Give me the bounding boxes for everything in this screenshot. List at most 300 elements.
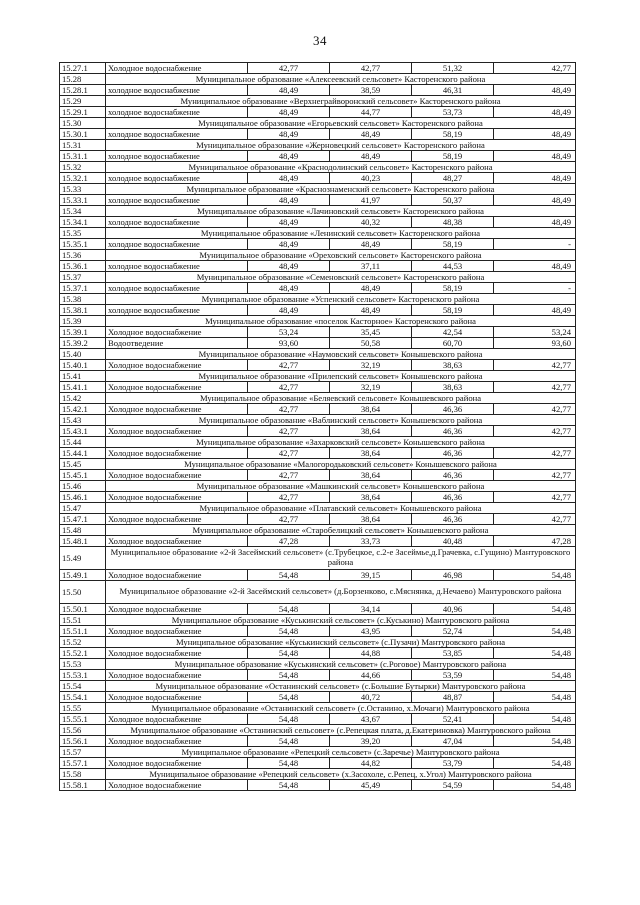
row-number: 15.52.1 <box>60 648 106 659</box>
tariff-value-1: 54,48 <box>248 758 330 769</box>
tariff-value-4: 42,77 <box>494 382 576 393</box>
tariff-row <box>60 283 576 294</box>
tariff-value-4: 54,48 <box>494 648 576 659</box>
tariff-value-1: 48,49 <box>248 173 330 184</box>
tariff-value-4: 48,49 <box>494 217 576 228</box>
tariff-value-3: 40,48 <box>412 536 494 547</box>
service-name: Холодное водоснабжение <box>106 570 248 581</box>
tariff-value-3: 46,98 <box>412 570 494 581</box>
tariff-value-3: 51,32 <box>412 63 494 74</box>
tariff-value-2: 38,64 <box>330 404 412 415</box>
tariff-value-3: 46,36 <box>412 448 494 459</box>
service-name: Холодное водоснабжение <box>106 536 248 547</box>
tariff-value-1: 48,49 <box>248 305 330 316</box>
municipality-header-row <box>60 681 576 692</box>
municipality-title: Муниципальное образование «Наумовский сельсовет» Конышевского района <box>106 349 576 360</box>
row-number: 15.39.2 <box>60 338 106 349</box>
service-name: Холодное водоснабжение <box>106 492 248 503</box>
municipality-title: Муниципальное образование «Останинский сельсовет» (с.Репецкая плата, д.Екатериновка) Мантуровского района <box>106 725 576 736</box>
municipality-title: Муниципальное образование «Краснознаменский сельсовет» Касторенского района <box>106 184 576 195</box>
tariff-value-4: 48,49 <box>494 151 576 162</box>
municipality-title: Муниципальное образование «Останинский сельсовет» (с.Останино, х.Мочаги) Мантуровского района <box>106 703 576 714</box>
municipality-header-row <box>60 659 576 670</box>
municipality-header-row <box>60 272 576 283</box>
tariff-value-3: 46,31 <box>412 85 494 96</box>
municipality-title: Муниципальное образование «Лачиновский сельсовет» Касторенского района <box>106 206 576 217</box>
row-number: 15.28 <box>60 74 106 85</box>
tariff-value-2: 40,32 <box>330 217 412 228</box>
row-number: 15.29.1 <box>60 107 106 118</box>
tariff-value-2: 38,64 <box>330 448 412 459</box>
municipality-title: Муниципальное образование «Семеновский сельсовет» Касторенского района <box>106 272 576 283</box>
row-number: 15.37.1 <box>60 283 106 294</box>
tariff-table <box>59 62 576 791</box>
tariff-value-4: 42,77 <box>494 514 576 525</box>
tariff-value-1: 54,48 <box>248 714 330 725</box>
service-name: Водоотведение <box>106 338 248 349</box>
service-name: Холодное водоснабжение <box>106 714 248 725</box>
tariff-value-1: 54,48 <box>248 736 330 747</box>
tariff-value-2: 38,64 <box>330 426 412 437</box>
row-number: 15.39.1 <box>60 327 106 338</box>
tariff-row <box>60 305 576 316</box>
tariff-value-4: 42,77 <box>494 360 576 371</box>
municipality-title: Муниципальное образование «Алексеевский сельсовет» Касторенского района <box>106 74 576 85</box>
tariff-value-1: 42,77 <box>248 404 330 415</box>
tariff-table-body <box>60 63 576 791</box>
tariff-value-4: 42,77 <box>494 404 576 415</box>
tariff-value-2: 43,67 <box>330 714 412 725</box>
tariff-value-3: 52,74 <box>412 626 494 637</box>
row-number: 15.58.1 <box>60 780 106 791</box>
tariff-value-3: 44,53 <box>412 261 494 272</box>
tariff-value-4: 48,49 <box>494 129 576 140</box>
municipality-title: Муниципальное образование «Куськинский сельсовет» (с.Роговое) Мантуровского района <box>106 659 576 670</box>
row-number: 15.50 <box>60 581 106 604</box>
service-name: Холодное водоснабжение <box>106 626 248 637</box>
row-number: 15.47 <box>60 503 106 514</box>
tariff-row <box>60 107 576 118</box>
row-number: 15.54.1 <box>60 692 106 703</box>
municipality-title: Муниципальное образование «2-й Засеймский сельсовет» (с.Трубецкое, с.2-е Засеймье,д.Грачевка, с.Гущино) Мантуровского района <box>106 547 576 570</box>
tariff-value-1: 54,48 <box>248 648 330 659</box>
tariff-value-3: 58,19 <box>412 151 494 162</box>
service-name: Холодное водоснабжение <box>106 360 248 371</box>
tariff-value-1: 48,49 <box>248 261 330 272</box>
municipality-title: Муниципальное образование «Краснодолинский сельсовет» Касторенского района <box>106 162 576 173</box>
service-name: Холодное водоснабжение <box>106 514 248 525</box>
service-name: Холодное водоснабжение <box>106 758 248 769</box>
tariff-value-3: 53,85 <box>412 648 494 659</box>
municipality-title: Муниципальное образование «Машкинский сельсовет» Конышевского района <box>106 481 576 492</box>
tariff-value-3: 46,36 <box>412 492 494 503</box>
tariff-row <box>60 692 576 703</box>
tariff-value-1: 42,77 <box>248 470 330 481</box>
row-number: 15.57 <box>60 747 106 758</box>
tariff-value-1: 42,77 <box>248 514 330 525</box>
tariff-value-1: 48,49 <box>248 283 330 294</box>
tariff-value-2: 39,15 <box>330 570 412 581</box>
municipality-header-row <box>60 294 576 305</box>
tariff-value-1: 42,77 <box>248 448 330 459</box>
row-number: 15.52 <box>60 637 106 648</box>
tariff-value-2: 32,19 <box>330 382 412 393</box>
tariff-value-3: 47,04 <box>412 736 494 747</box>
row-number: 15.48.1 <box>60 536 106 547</box>
row-number: 15.36 <box>60 250 106 261</box>
row-number: 15.56.1 <box>60 736 106 747</box>
tariff-value-3: 46,36 <box>412 426 494 437</box>
municipality-header-row <box>60 581 576 604</box>
municipality-header-row <box>60 96 576 107</box>
tariff-value-3: 60,70 <box>412 338 494 349</box>
row-number: 15.42.1 <box>60 404 106 415</box>
tariff-value-1: 53,24 <box>248 327 330 338</box>
row-number: 15.38 <box>60 294 106 305</box>
municipality-title: Муниципальное образование «Захарковский сельсовет» Конышевского района <box>106 437 576 448</box>
municipality-header-row <box>60 162 576 173</box>
municipality-title: Муниципальное образование «Старобелицкий сельсовет» Конышевского района <box>106 525 576 536</box>
row-number: 15.37 <box>60 272 106 283</box>
municipality-title: Муниципальное образование «Ленинский сельсовет» Касторенского района <box>106 228 576 239</box>
row-number: 15.50.1 <box>60 604 106 615</box>
tariff-value-3: 58,19 <box>412 305 494 316</box>
tariff-value-3: 48,38 <box>412 217 494 228</box>
row-number: 15.32 <box>60 162 106 173</box>
tariff-value-1: 48,49 <box>248 195 330 206</box>
tariff-value-4: 48,49 <box>494 85 576 96</box>
municipality-title: Муниципальное образование «поселок Касторное» Касторенского района <box>106 316 576 327</box>
municipality-header-row <box>60 547 576 570</box>
municipality-title: Муниципальное образование «Репецкий сельсовет» (с.Заречье) Мантуровского района <box>106 747 576 758</box>
row-number: 15.35 <box>60 228 106 239</box>
row-number: 15.54 <box>60 681 106 692</box>
service-name: Холодное водоснабжение <box>106 63 248 74</box>
row-number: 15.34 <box>60 206 106 217</box>
tariff-row <box>60 426 576 437</box>
tariff-value-1: 42,77 <box>248 426 330 437</box>
tariff-value-3: 52,41 <box>412 714 494 725</box>
tariff-value-1: 48,49 <box>248 217 330 228</box>
row-number: 15.33.1 <box>60 195 106 206</box>
tariff-value-3: 50,37 <box>412 195 494 206</box>
tariff-value-1: 42,77 <box>248 63 330 74</box>
tariff-value-2: 40,72 <box>330 692 412 703</box>
tariff-value-4: - <box>494 239 576 250</box>
municipality-header-row <box>60 316 576 327</box>
municipality-header-row <box>60 637 576 648</box>
tariff-value-3: 40,96 <box>412 604 494 615</box>
row-number: 15.51.1 <box>60 626 106 637</box>
municipality-header-row <box>60 615 576 626</box>
row-number: 15.49.1 <box>60 570 106 581</box>
tariff-row <box>60 714 576 725</box>
tariff-row <box>60 129 576 140</box>
service-name: Холодное водоснабжение <box>106 604 248 615</box>
tariff-row <box>60 570 576 581</box>
tariff-value-3: 54,59 <box>412 780 494 791</box>
tariff-value-1: 42,77 <box>248 382 330 393</box>
municipality-header-row <box>60 459 576 470</box>
row-number: 15.43.1 <box>60 426 106 437</box>
service-name: холодное водоснабжение <box>106 85 248 96</box>
tariff-value-2: 38,64 <box>330 470 412 481</box>
service-name: холодное водоснабжение <box>106 129 248 140</box>
tariff-value-2: 39,20 <box>330 736 412 747</box>
tariff-value-3: 58,19 <box>412 239 494 250</box>
tariff-value-2: 44,82 <box>330 758 412 769</box>
municipality-title: Муниципальное образование «Прилепский сельсовет» Конышевского района <box>106 371 576 382</box>
municipality-title: Муниципальное образование «Егорьевский сельсовет» Касторенского района <box>106 118 576 129</box>
tariff-value-4: 48,49 <box>494 107 576 118</box>
tariff-value-2: 48,49 <box>330 239 412 250</box>
row-number: 15.31 <box>60 140 106 151</box>
row-number: 15.29 <box>60 96 106 107</box>
tariff-row <box>60 239 576 250</box>
tariff-value-2: 38,59 <box>330 85 412 96</box>
row-number: 15.46.1 <box>60 492 106 503</box>
tariff-value-3: 53,59 <box>412 670 494 681</box>
municipality-header-row <box>60 503 576 514</box>
tariff-value-2: 44,77 <box>330 107 412 118</box>
page-number: 34 <box>313 33 327 48</box>
service-name: холодное водоснабжение <box>106 151 248 162</box>
row-number: 15.38.1 <box>60 305 106 316</box>
tariff-value-2: 37,11 <box>330 261 412 272</box>
row-number: 15.30 <box>60 118 106 129</box>
municipality-title: Муниципальное образование «Успенский сельсовет» Касторенского района <box>106 294 576 305</box>
row-number: 15.40.1 <box>60 360 106 371</box>
service-name: холодное водоснабжение <box>106 283 248 294</box>
row-number: 15.47.1 <box>60 514 106 525</box>
tariff-row <box>60 173 576 184</box>
row-number: 15.42 <box>60 393 106 404</box>
tariff-row <box>60 470 576 481</box>
service-name: Холодное водоснабжение <box>106 692 248 703</box>
tariff-row <box>60 626 576 637</box>
service-name: Холодное водоснабжение <box>106 382 248 393</box>
tariff-value-1: 48,49 <box>248 129 330 140</box>
municipality-header-row <box>60 140 576 151</box>
municipality-header-row <box>60 206 576 217</box>
row-number: 15.32.1 <box>60 173 106 184</box>
municipality-title: Муниципальное образование «Ореховский сельсовет» Касторенского района <box>106 250 576 261</box>
tariff-row <box>60 404 576 415</box>
municipality-header-row <box>60 393 576 404</box>
service-name: холодное водоснабжение <box>106 195 248 206</box>
municipality-header-row <box>60 481 576 492</box>
tariff-value-4: 54,48 <box>494 626 576 637</box>
tariff-row <box>60 736 576 747</box>
tariff-value-4: 54,48 <box>494 780 576 791</box>
tariff-value-3: 46,36 <box>412 470 494 481</box>
tariff-value-4: 54,48 <box>494 736 576 747</box>
municipality-header-row <box>60 371 576 382</box>
row-number: 15.44.1 <box>60 448 106 459</box>
tariff-value-1: 42,77 <box>248 492 330 503</box>
tariff-value-4: 47,28 <box>494 536 576 547</box>
tariff-value-1: 54,48 <box>248 692 330 703</box>
tariff-value-2: 44,88 <box>330 648 412 659</box>
tariff-value-3: 48,27 <box>412 173 494 184</box>
tariff-value-4: 93,60 <box>494 338 576 349</box>
service-name: Холодное водоснабжение <box>106 780 248 791</box>
municipality-title: Муниципальное образование «Куськинский сельсовет» (с.Пузачи) Мантуровского района <box>106 637 576 648</box>
row-number: 15.41 <box>60 371 106 382</box>
tariff-value-4: 54,48 <box>494 714 576 725</box>
row-number: 15.49 <box>60 547 106 570</box>
municipality-header-row <box>60 747 576 758</box>
tariff-row <box>60 382 576 393</box>
municipality-header-row <box>60 118 576 129</box>
tariff-value-3: 58,19 <box>412 129 494 140</box>
tariff-row <box>60 195 576 206</box>
tariff-value-2: 38,64 <box>330 514 412 525</box>
row-number: 15.34.1 <box>60 217 106 228</box>
tariff-row <box>60 261 576 272</box>
tariff-value-4: 48,49 <box>494 305 576 316</box>
tariff-row <box>60 536 576 547</box>
service-name: холодное водоснабжение <box>106 107 248 118</box>
tariff-value-2: 32,19 <box>330 360 412 371</box>
municipality-title: Муниципальное образование «Верхнеграйворонский сельсовет» Касторенского района <box>106 96 576 107</box>
row-number: 15.30.1 <box>60 129 106 140</box>
tariff-row <box>60 758 576 769</box>
municipality-header-row <box>60 769 576 780</box>
row-number: 15.43 <box>60 415 106 426</box>
service-name: Холодное водоснабжение <box>106 648 248 659</box>
tariff-row <box>60 338 576 349</box>
municipality-title: Муниципальное образование «Ваблинский сельсовет» Конышевского района <box>106 415 576 426</box>
tariff-value-4: 53,24 <box>494 327 576 338</box>
service-name: холодное водоснабжение <box>106 305 248 316</box>
municipality-title: Муниципальное образование «Куськинский сельсовет» (с.Куськино) Мантуровского района <box>106 615 576 626</box>
tariff-value-2: 35,45 <box>330 327 412 338</box>
tariff-row <box>60 780 576 791</box>
tariff-value-4: 42,77 <box>494 63 576 74</box>
tariff-value-2: 48,49 <box>330 305 412 316</box>
row-number: 15.36.1 <box>60 261 106 272</box>
tariff-row <box>60 63 576 74</box>
tariff-value-2: 38,64 <box>330 492 412 503</box>
tariff-value-3: 48,87 <box>412 692 494 703</box>
tariff-value-4: 42,77 <box>494 470 576 481</box>
service-name: холодное водоснабжение <box>106 217 248 228</box>
tariff-value-1: 54,48 <box>248 626 330 637</box>
tariff-value-1: 48,49 <box>248 85 330 96</box>
tariff-value-4: 48,49 <box>494 173 576 184</box>
municipality-header-row <box>60 725 576 736</box>
row-number: 15.55.1 <box>60 714 106 725</box>
municipality-header-row <box>60 525 576 536</box>
service-name: Холодное водоснабжение <box>106 426 248 437</box>
tariff-value-1: 42,77 <box>248 360 330 371</box>
tariff-value-4: 54,48 <box>494 758 576 769</box>
row-number: 15.41.1 <box>60 382 106 393</box>
tariff-value-1: 93,60 <box>248 338 330 349</box>
row-number: 15.46 <box>60 481 106 492</box>
tariff-value-3: 53,79 <box>412 758 494 769</box>
tariff-value-1: 54,48 <box>248 670 330 681</box>
tariff-value-4: 54,48 <box>494 692 576 703</box>
tariff-value-2: 41,97 <box>330 195 412 206</box>
tariff-value-4: 48,49 <box>494 261 576 272</box>
row-number: 15.31.1 <box>60 151 106 162</box>
municipality-header-row <box>60 703 576 714</box>
row-number: 15.45.1 <box>60 470 106 481</box>
service-name: холодное водоснабжение <box>106 261 248 272</box>
tariff-value-2: 48,49 <box>330 283 412 294</box>
row-number: 15.28.1 <box>60 85 106 96</box>
tariff-value-4: 42,77 <box>494 426 576 437</box>
tariff-value-1: 48,49 <box>248 239 330 250</box>
service-name: Холодное водоснабжение <box>106 670 248 681</box>
tariff-value-3: 53,73 <box>412 107 494 118</box>
tariff-value-1: 48,49 <box>248 151 330 162</box>
tariff-value-1: 54,48 <box>248 604 330 615</box>
municipality-header-row <box>60 228 576 239</box>
tariff-value-2: 34,14 <box>330 604 412 615</box>
row-number: 15.57.1 <box>60 758 106 769</box>
row-number: 15.39 <box>60 316 106 327</box>
tariff-value-3: 38,63 <box>412 360 494 371</box>
row-number: 15.56 <box>60 725 106 736</box>
tariff-value-1: 47,28 <box>248 536 330 547</box>
tariff-value-4: 42,77 <box>494 448 576 459</box>
row-number: 15.27.1 <box>60 63 106 74</box>
service-name: Холодное водоснабжение <box>106 404 248 415</box>
tariff-row <box>60 360 576 371</box>
row-number: 15.53.1 <box>60 670 106 681</box>
tariff-value-3: 38,63 <box>412 382 494 393</box>
tariff-value-3: 46,36 <box>412 404 494 415</box>
tariff-value-2: 48,49 <box>330 151 412 162</box>
tariff-value-4: 54,48 <box>494 604 576 615</box>
service-name: Холодное водоснабжение <box>106 448 248 459</box>
row-number: 15.51 <box>60 615 106 626</box>
row-number: 15.58 <box>60 769 106 780</box>
municipality-title: Муниципальное образование «Жерновецкий сельсовет» Касторенского района <box>106 140 576 151</box>
tariff-value-2: 44,66 <box>330 670 412 681</box>
municipality-header-row <box>60 184 576 195</box>
service-name: Холодное водоснабжение <box>106 327 248 338</box>
tariff-row <box>60 217 576 228</box>
tariff-row <box>60 492 576 503</box>
service-name: холодное водоснабжение <box>106 173 248 184</box>
municipality-title: Муниципальное образование «Беляевский сельсовет» Конышевского района <box>106 393 576 404</box>
tariff-value-4: 42,77 <box>494 492 576 503</box>
tariff-value-2: 48,49 <box>330 129 412 140</box>
municipality-title: Муниципальное образование «Останинский сельсовет» (с.Большие Бутырки) Мантуровского района <box>106 681 576 692</box>
municipality-title: Муниципальное образование «Репецкий сельсовет» (х.Засохоле, с.Репец, х.Угол) Мантуровского района <box>106 769 576 780</box>
tariff-value-3: 42,54 <box>412 327 494 338</box>
service-name: Холодное водоснабжение <box>106 470 248 481</box>
municipality-header-row <box>60 74 576 85</box>
tariff-value-4: - <box>494 283 576 294</box>
row-number: 15.44 <box>60 437 106 448</box>
tariff-row <box>60 327 576 338</box>
row-number: 15.35.1 <box>60 239 106 250</box>
tariff-value-4: 54,48 <box>494 670 576 681</box>
row-number: 15.33 <box>60 184 106 195</box>
tariff-row <box>60 151 576 162</box>
row-number: 15.48 <box>60 525 106 536</box>
tariff-value-1: 54,48 <box>248 780 330 791</box>
row-number: 15.45 <box>60 459 106 470</box>
tariff-value-3: 46,36 <box>412 514 494 525</box>
municipality-header-row <box>60 415 576 426</box>
tariff-value-1: 48,49 <box>248 107 330 118</box>
